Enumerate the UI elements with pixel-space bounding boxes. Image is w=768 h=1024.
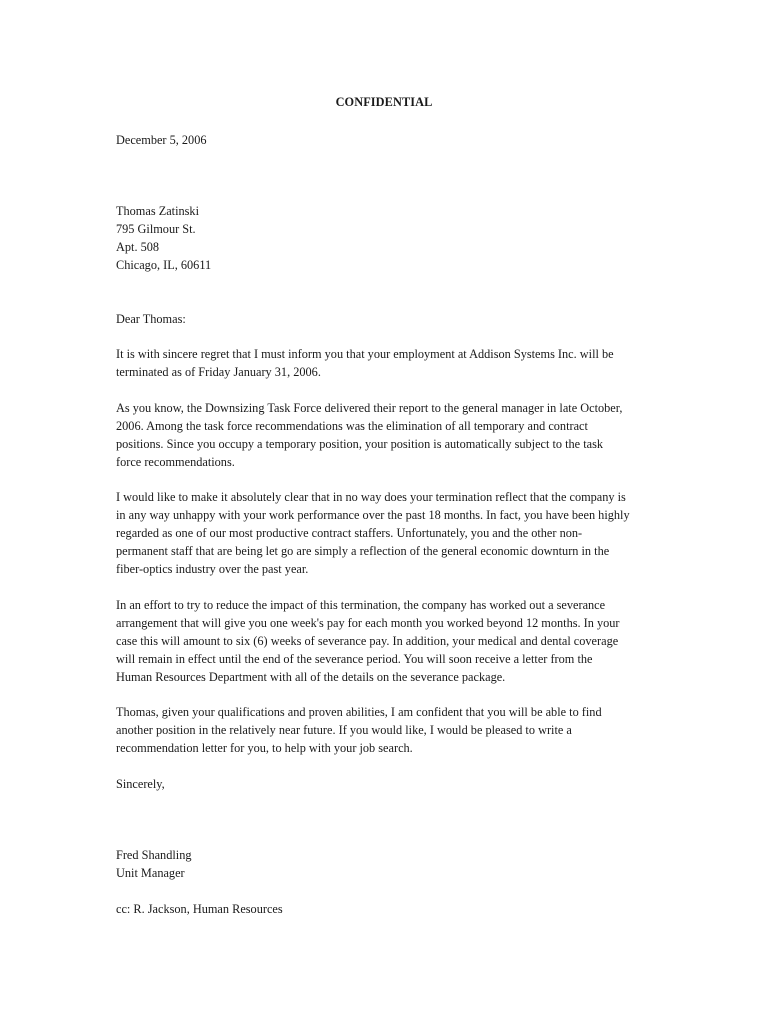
recipient-name: Thomas Zatinski [116, 204, 199, 218]
paragraph-1 [116, 345, 656, 381]
cc-line: cc: R. Jackson, Human Resources [116, 902, 283, 916]
paragraph-line: case this will amount to six (6) weeks of severance pay. In addition, your medical and dental coverage [116, 634, 619, 648]
paragraph-line: I would like to make it absolutely clear that in no way does your termination reflect that the company is [116, 490, 626, 504]
paragraph-line: terminated as of Friday January 31, 2006. [116, 365, 321, 379]
recipient-address [116, 202, 656, 274]
recipient-unit: Apt. 508 [116, 240, 160, 254]
paragraph-line: As you know, the Downsizing Task Force delivered their report to the general manager in late October, [116, 401, 623, 415]
paragraph-line: fiber-optics industry over the past year. [116, 562, 309, 576]
letter-heading: CONFIDENTIAL [335, 95, 433, 109]
recipient-city: Chicago, IL, 60611 [116, 258, 212, 272]
paragraph-line: In an effort to try to reduce the impact of this termination, the company has worked out a severance [116, 598, 606, 612]
signer-name: Fred Shandling [116, 848, 192, 862]
paragraph-line: positions. Since you occupy a temporary position, your position is automatically subject to the task [116, 437, 604, 451]
paragraph-line: will remain in effect until the end of the severance period. You will soon receive a letter from the [116, 652, 593, 666]
closing: Sincerely, [116, 777, 165, 791]
paragraph-5 [116, 703, 656, 757]
paragraph-line: in any way unhappy with your work performance over the past 18 months. In fact, you have been highly [116, 508, 630, 522]
paragraph-line: 2006. Among the task force recommendations was the elimination of all temporary and contract [116, 419, 588, 433]
paragraph-line: It is with sincere regret that I must inform you that your employment at Addison Systems Inc. will be [116, 347, 614, 361]
paragraph-line: force recommendations. [116, 455, 235, 469]
letter-date: December 5, 2006 [116, 133, 207, 147]
paragraph-line: Thomas, given your qualifications and proven abilities, I am confident that you will be able to find [116, 705, 602, 719]
paragraph-line: permanent staff that are being let go are simply a reflection of the general economic downturn in the [116, 544, 610, 558]
paragraph-3 [116, 488, 656, 578]
paragraph-line: arrangement that will give you one week's pay for each month you worked beyond 12 months. In your [116, 616, 620, 630]
signer-title: Unit Manager [116, 866, 185, 880]
paragraph-line: Human Resources Department with all of the details on the severance package. [116, 670, 506, 684]
signature-block [116, 846, 656, 882]
paragraph-line: another position in the relatively near future. If you would like, I would be pleased to write a [116, 723, 572, 737]
recipient-street: 795 Gilmour St. [116, 222, 196, 236]
paragraph-line: recommendation letter for you, to help with your job search. [116, 741, 413, 755]
paragraph-2 [116, 399, 656, 471]
paragraph-line: regarded as one of our most productive contract staffers. Unfortunately, you and the other non- [116, 526, 583, 540]
paragraph-4 [116, 596, 656, 686]
salutation: Dear Thomas: [116, 312, 186, 326]
